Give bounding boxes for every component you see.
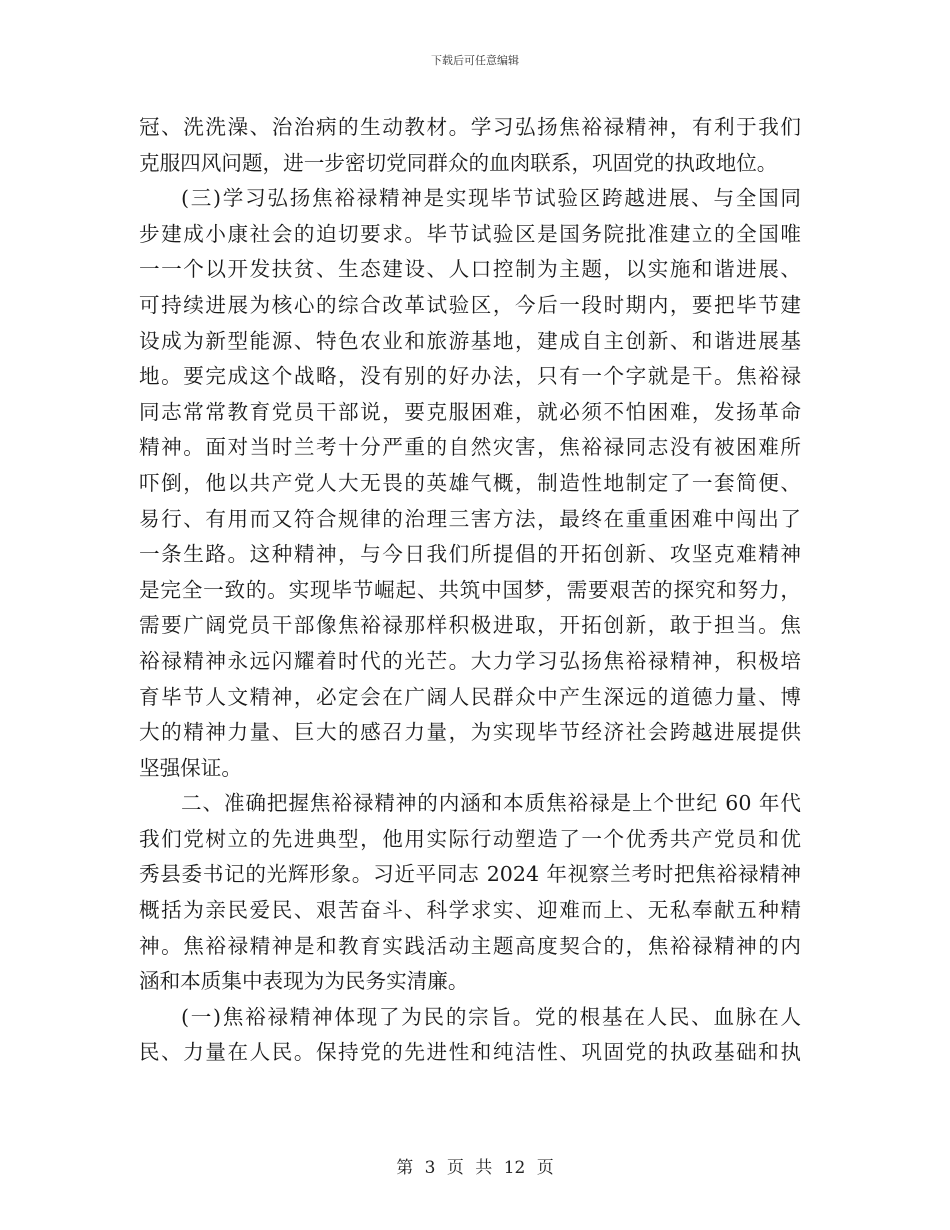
text-line: (一)焦裕禄精神体现了为民的宗旨。党的根基在人民、血脉在人 [181, 1004, 801, 1029]
text-line: 涵和本质集中表现为为民务实清廉。 [139, 969, 469, 994]
text-line: 我们党树立的先进典型，他用实际行动塑造了一个优秀共产党员和优 [139, 826, 801, 851]
text-line: 概括为亲民爱民、艰苦奋斗、科学求实、迎难而上、无私奉献五种精 [139, 898, 801, 923]
text-line: 易行、有用而又符合规律的治理三害方法，最终在重重困难中闯出了 [139, 506, 801, 531]
text-line: 地。要完成这个战略，没有别的好办法，只有一个字就是干。焦裕禄 [139, 364, 801, 389]
page-header: 下载后可任意编辑 [431, 54, 519, 67]
text-line: 同志常常教育党员干部说，要克服困难，就必须不怕困难，发扬革命 [139, 399, 801, 424]
text-line: 一一个以开发扶贫、生态建设、人口控制为主题，以实施和谐进展、 [139, 257, 801, 282]
text-line: 神。焦裕禄精神是和教育实践活动主题高度契合的，焦裕禄精神的内 [139, 933, 801, 958]
text-line: 冠、洗洗澡、治治病的生动教材。学习弘扬焦裕禄精神，有利于我们 [139, 115, 801, 139]
text-line: 坚强保证。 [139, 755, 242, 780]
text-line: 精神。面对当时兰考十分严重的自然灾害，焦裕禄同志没有被困难所 [139, 435, 801, 460]
text-line: 可持续进展为核心的综合改革试验区，今后一段时期内，要把毕节建 [139, 292, 801, 317]
text-line: 大的精神力量、巨大的感召力量，为实现毕节经济社会跨越进展提供 [139, 720, 801, 745]
text-line: 一条生路。这种精神，与今日我们所提倡的开拓创新、攻坚克难精神 [139, 542, 801, 567]
body-text [139, 110, 801, 1071]
text-line: 二、准确把握焦裕禄精神的内涵和本质焦裕禄是上个世纪 60 年代 [181, 791, 801, 816]
text-line: 设成为新型能源、特色农业和旅游基地，建成自主创新、和谐进展基 [139, 328, 801, 353]
text-line: 克服四风问题，进一步密切党同群众的血肉联系，巩固党的执政地位。 [139, 150, 778, 175]
text-line: 吓倒，他以共产党人大无畏的英雄气概，制造性地制定了一套简便、 [139, 470, 801, 495]
text-line: 是完全一致的。实现毕节崛起、共筑中国梦，需要艰苦的探究和努力， [139, 577, 801, 602]
text-line: 需要广阔党员干部像焦裕禄那样积极进取，开拓创新，敢于担当。焦 [139, 613, 801, 638]
text-line: 民、力量在人民。保持党的先进性和纯洁性、巩固党的执政基础和执 [139, 1040, 801, 1065]
text-line: (三)学习弘扬焦裕禄精神是实现毕节试验区跨越进展、与全国同 [181, 186, 801, 211]
text-line: 秀县委书记的光辉形象。习近平同志 2024 年视察兰考时把焦裕禄精神 [139, 862, 801, 887]
text-line: 裕禄精神永远闪耀着时代的光芒。大力学习弘扬焦裕禄精神，积极培 [139, 648, 801, 673]
text-line: 步建成小康社会的迫切要求。毕节试验区是国务院批准建立的全国唯 [139, 221, 801, 246]
text-line: 育毕节人文精神，必定会在广阔人民群众中产生深远的道德力量、博 [139, 684, 801, 709]
page-footer: 第 3 页 共 12 页 [396, 1158, 554, 1178]
